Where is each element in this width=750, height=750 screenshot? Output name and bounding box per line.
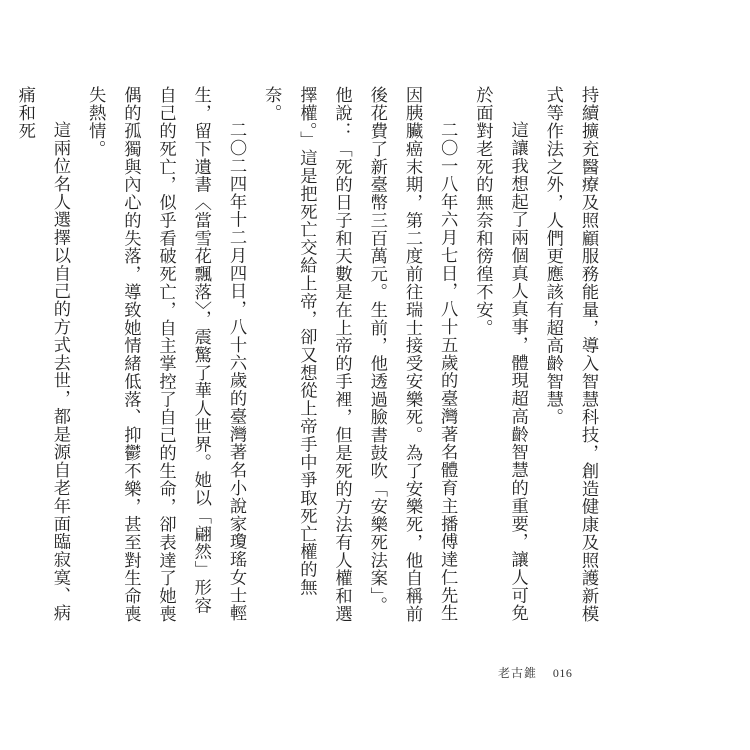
book-title: 老古錐 — [498, 666, 538, 680]
page-footer — [498, 664, 578, 684]
paragraph: 這兩位名人選擇以自己的方式去世，都是源自老年面臨寂寞、病痛和死 — [14, 86, 70, 622]
body-text — [7, 86, 605, 626]
page-number: 016 — [552, 666, 573, 680]
paragraph: 二〇一八年六月七日，八十五歲的臺灣著名體育主播傅達仁先生因胰臟癌末期，第二度前往瑞士接受安樂死。為了安樂死，他自稱前後花費了新臺幣三百萬元。生前，他透過臉書鼓吹「安樂死法案」。他說：「死的日子和天數是在上帝的手裡，但是死的方法有人權和選擇權。」這是把死亡交給上帝，卻又想從上帝手中爭取死亡權的無奈。 — [261, 86, 458, 623]
paragraph: 二〇二四年十二月四日，八十六歲的臺灣著名小說家瓊瑤女士輕生，留下遺書〈當雪花飄落〉，震驚了華人世界。她以「翩然」形容自己的死亡，似乎看破死亡，自主掌控了自己的生命，卻表達了她喪偶的孤獨與內心的失落，導致她情緒低落、抑鬱不樂，甚至對生命喪失熱情。 — [85, 86, 246, 623]
paragraph: 持續擴充醫療及照顧服務能量，導入智慧科技，創造健康及照護新模式等作法之外，人們更應該有超高齡智慧。 — [542, 86, 598, 623]
paragraph: 這讓我想起了兩個真人真事，體現超高齡智慧的重要，讓人可免於面對老死的無奈和徬徨不安。 — [472, 86, 528, 622]
